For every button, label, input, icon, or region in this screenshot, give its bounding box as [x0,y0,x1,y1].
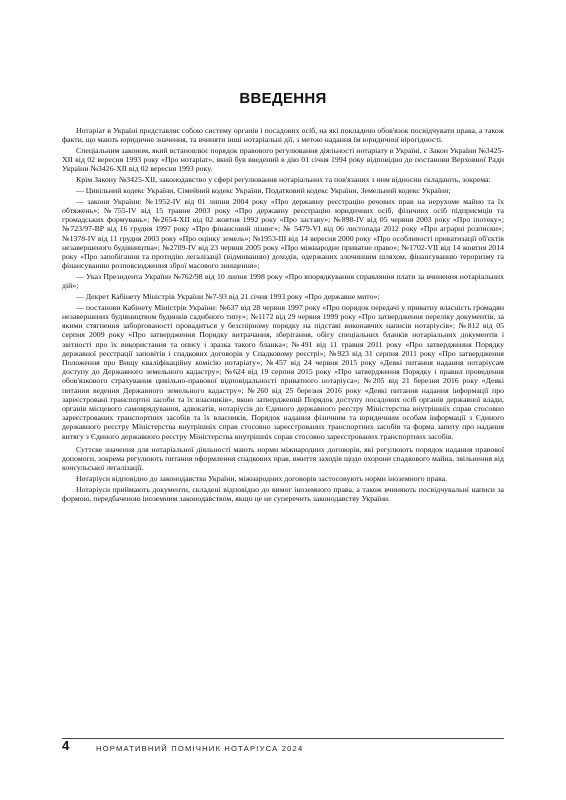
paragraph-intro: Нотаріат в Україні представляє собою систему органів і посадових осіб, на які покладено обов'язок посвідчувати права, а також факти, що мають юридичне значення, та вчиняти інші нотаріальні дії, з метою надання їм юридичної вірогідності. [62,126,504,145]
paragraph-special-law: Спеціальним законом, який встановлює порядок правового регулювання діяльності нотаріату в Україні, є Закон України №3425-XII від 02 вересня 1993 року «Про нотаріат», який був введений в дію 01 січня 1994 року відповідно до постанови Верховної Ради України №3426-XII від 02 вересня 1993 року. [62,146,504,174]
page-number: 4 [62,738,70,753]
list-item-codes: — Цивільний кодекс України, Сімейний кодекс України, Податковий кодекс України, Земельний кодекс України; [76,186,451,195]
list-item-cabinet-decree: — Декрет Кабінету Міністрів України №7-93 від 21 січня 1993 року «Про державне мито»; [76,292,380,302]
page-title: ВВЕДЕННЯ [239,90,327,107]
paragraph-legislation-list: Крім Закону №3425-XII, законодавство у сфері регулювання нотаріальних та пов'язаних з ним відносин складають, зокрема: [76,175,491,185]
list-item-laws: — закони України: №1952-IV від 01 липня 2004 року «Про державну реєстрацію речових прав на нерухоме майно та їх обтяжень»; №755-IV від 15 травня 2003 року «Про державну реєстрацію юридичних осіб, фізичних осіб підприємців та громадських формувань»; №2654-XII від 02 жовтня 1992 року «Про заставу»; №898-IV від 05 червня 2003 року «Про іпотеку»; №723/97-ВР від 16 грудня 1997 року «Про фінансовий лізинг»; № 5479-VI від 06 листопада 2012 року «Про аграрні розписки»; №1378-IV від 11 грудня 2003 року «Про оцінку земель»; №1953-III від 14 вересня 2000 року «Про особливості приватизації об'єктів незавершеного будівництва»; №2709-IV від 23 червня 2005 року «Про міжнародне приватне право»; №1702-VII від 14 жовтня 2014 року «Про запобігання та протидію легалізації (відмиванню) доходів, одержаних злочинним шляхом, фінансуванню тероризму та фінансуванню розповсюдження зброї масового знищення»; [62,196,504,271]
body-text [62,126,504,505]
paragraph-international-treaties: Суттєве значення для нотаріальної діяльності мають норми міжнародних договорів, які регулюють порядок надання правової допомоги, зокрема регулюють питання оформлення спадкових прав, вжиття заходів щодо охорони спадкового майна, звільнення від консульської легалізації. [62,444,504,473]
paragraph-foreign-law: Нотаріуси відповідно до законодавства України, міжнародних договорів застосовують норми іноземного права. [76,474,448,484]
list-item-presidential-decree: — Указ Президента України №762/98 від 10 липня 1998 року «Про впорядкування справляння плати за вчинення нотаріальних дій»; [62,272,504,291]
paragraph-foreign-documents: Нотаріуси приймають документи, складені відповідно до вимог іноземного права, а також вчиняють посвідчувальні написи за формою, передбаченою іноземним законодавством, якщо це не суперечить законодавству України. [62,484,504,504]
running-title: НОРМАТИВНИЙ ПОМІЧНИК НОТАРІУСА 2024 [96,744,304,753]
list-item-cabinet-resolutions: — постанови Кабінету Міністрів України: №637 від 28 червня 1997 року «Про порядок передачі у приватну власність громадян незавершених будівництвом будинків садибного типу»; №1172 від 29 червня 1999 року «Про затвердження переліку документів, за якими стягнення заборгованості провадиться у безспірному порядку на підставі виконавчих написів нотаріусів»; №812 від 05 серпня 2009 року «Про затвердження Порядку витрачання, зберігання, обігу спеціальних бланків нотаріальних документів і звітності про їх використання та опису і зразка такого бланка»; №491 від 11 травня 2011 року «Про затвердження Порядку державної реєстрації заповітів і спадкових договорів у Спадковому реєстрі»; №923 від 31 серпня 2011 року «Про затвердження Положення про Вищу кваліфікаційну комісію нотаріату»; №457 від 24 червня 2015 року «Деякі питання надання нотаріусам доступу до Державного земельного кадастру»; №624 від 19 серпня 2015 року «Про затвердження Порядку і правил проведення обов'язкового страхування цивільно-правової відповідальності приватного нотаріуса»; №205 від 21 березня 2016 року «Деякі питання ведення Державного земельного кадастру»; №260 від 25 березня 2016 року «Деякі питання надання інформації про зареєстровані транспортні засоби та їх власників», якою затверджений Порядок доступу посадових осіб органів державної влади, органів місцевого самоврядування, адвокатів, нотаріусів до Єдиного державного реєстру Міністерства внутрішніх справ стосовно зареєстрованих транспортних засобів та їх власників, Порядок надання фізичним та юридичним особам інформації з Єдиного державного реєстру Міністерства внутрішніх справ стосовно зареєстрованих транспортних засобів та форма запиту про надання витягу з Єдиного державного реєстру Міністерства внутрішніх справ стосовно зареєстрованих транспортних засобів. [62,302,504,441]
footer-divider [62,738,504,739]
